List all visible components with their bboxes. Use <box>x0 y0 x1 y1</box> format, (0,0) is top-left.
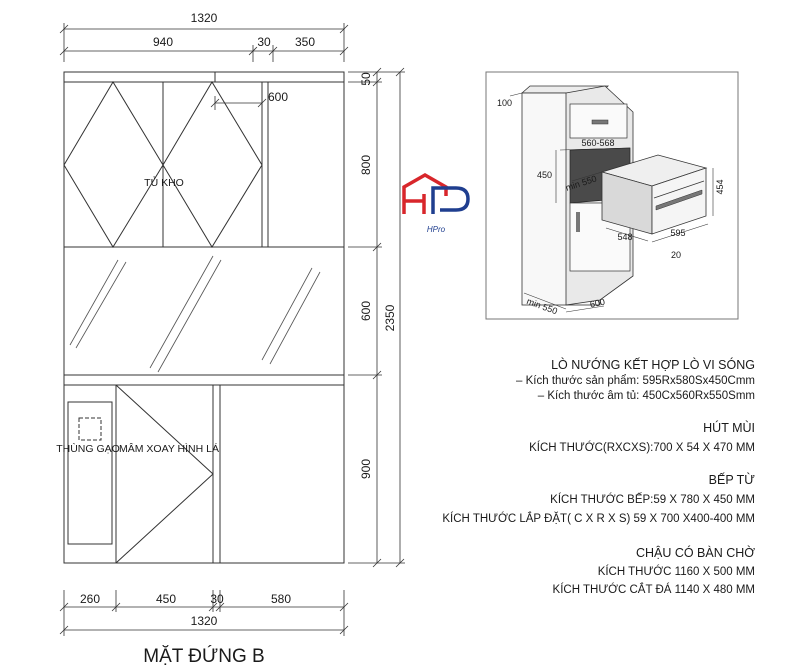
oven-dim-min550-bottom: min 550 <box>525 296 559 317</box>
dim-inner-600: 600 <box>267 90 289 104</box>
spec-hood-line-1: KÍCH THƯỚC(RXCXS):700 X 54 X 470 MM <box>529 442 755 454</box>
bottom-dimension-lines <box>60 590 348 636</box>
oven-dim-560-568: 560-568 <box>581 138 615 148</box>
spec-sink-line-1: KÍCH THƯỚC 1160 X 500 MM <box>597 566 755 578</box>
dim-top-total: 1320 <box>190 11 218 25</box>
cabinet-elevation <box>64 72 344 247</box>
oven-dim-600: 600 <box>588 296 606 310</box>
label-lazy-susan: MÂM XOAY HÌNH LÁ <box>119 443 219 455</box>
oven-dim-548: 548 <box>617 232 633 242</box>
dim-bottom-d: 580 <box>270 592 292 606</box>
dim-bottom-total: 1320 <box>190 614 218 628</box>
spec-cooktop-heading: BẾP TỪ <box>708 473 755 487</box>
spec-sink-heading: CHẬU CÓ BÀN CHỜ <box>635 546 755 560</box>
oven-dim-20: 20 <box>670 250 682 260</box>
dim-bottom-b: 450 <box>155 592 177 606</box>
dim-top-right: 350 <box>294 35 316 49</box>
lower-cabinet <box>64 375 344 563</box>
spec-hood-heading: HÚT MÙI <box>703 421 755 435</box>
label-rice-bin: THÙNG GẠO <box>56 443 120 455</box>
spec-oven-line-1: – Kích thước sản phẩm: 595Rx580Sx450Cmm <box>516 375 755 387</box>
dim-right-upper: 800 <box>359 154 373 176</box>
oven-dim-450: 450 <box>537 170 553 180</box>
logo-text: HPro <box>426 225 446 234</box>
oven-dim-595: 595 <box>670 228 686 238</box>
oven-dim-454: 454 <box>715 179 725 195</box>
dim-right-top: 50 <box>359 72 373 86</box>
dim-bottom-c: 30 <box>210 592 224 606</box>
dim-bottom-a: 260 <box>79 592 101 606</box>
glass-reflection-lines <box>70 256 320 372</box>
dim-right-lower: 900 <box>359 458 373 480</box>
dim-top-left: 940 <box>152 35 174 49</box>
dim-right-middle: 600 <box>359 300 373 322</box>
oven-diagram <box>486 72 738 319</box>
oven-dim-100: 100 <box>497 98 513 108</box>
spec-cooktop-line-1: KÍCH THƯỚC BẾP:59 X 780 X 450 MM <box>550 494 755 506</box>
drawing-title: MẶT ĐỨNG B <box>143 646 265 667</box>
specifications <box>442 357 755 596</box>
hpro-logo <box>404 175 468 234</box>
spec-sink-line-2: KÍCH THƯỚC CẮT ĐÁ 1140 X 480 MM <box>552 584 755 596</box>
inner-dimension <box>211 96 266 110</box>
backsplash-panel <box>64 247 344 375</box>
dim-right-total: 2350 <box>383 304 397 332</box>
label-upper-cabinet: TỦ KHO <box>144 177 184 189</box>
spec-oven-heading: LÒ NƯỚNG KẾT HỢP LÒ VI SÓNG <box>551 358 755 372</box>
spec-cooktop-line-2: KÍCH THƯỚC LẮP ĐẶT( C X R X S) 59 X 700 X400-400 MM <box>442 513 755 525</box>
oven-dim-min550-side: min 550 <box>564 173 598 193</box>
dim-top-gap: 30 <box>257 35 271 49</box>
spec-oven-line-2: – Kích thước âm tủ: 450Cx560Rx550Smm <box>537 390 755 402</box>
